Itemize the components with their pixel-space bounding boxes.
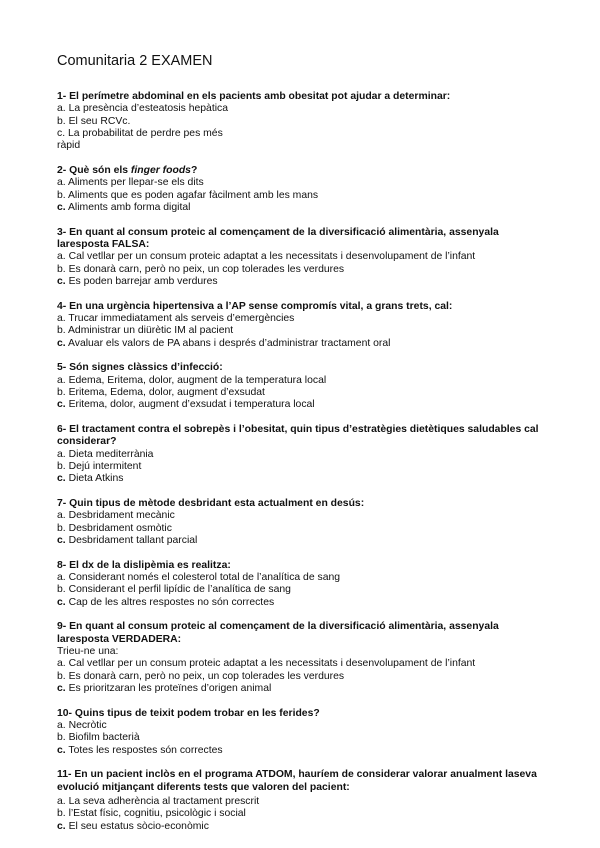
- option-c: c. Dieta Atkins: [57, 473, 124, 485]
- question-7: [57, 498, 547, 547]
- option-a: a. La seva adherència al tractament prescrit: [57, 795, 260, 807]
- exam-page: [57, 52, 547, 845]
- question-text: 4- En una urgència hipertensiva a l’AP sense compromís vital, a grans trets, cal:: [57, 300, 453, 312]
- option-c: c. Cap de les altres respostes no són correctes: [57, 596, 275, 608]
- option-b: b. Desbridament osmòtic: [57, 522, 172, 534]
- question-4: [57, 301, 547, 350]
- option-c: c. Eritema, dolor, augment d’exsudat i temperatura local: [57, 399, 315, 411]
- option-c: c. Desbridament tallant parcial: [57, 534, 198, 546]
- option-a: a. Considerant només el colesterol total de l’analítica de sang: [57, 572, 341, 583]
- question-6: [57, 424, 547, 485]
- option-a: a. Dieta mediterrània: [57, 448, 154, 460]
- option-b: b. Eritema, Edema, dolor, augment d’exsudat: [57, 386, 265, 398]
- question-3: [57, 227, 547, 288]
- option-a: a. Aliments per llepar-se els dits: [57, 177, 204, 189]
- option-a: a. Trucar immediatament als serveis d’emergències: [57, 312, 295, 324]
- option-b: b. Es donarà carn, però no peix, un cop tolerades les verdures: [57, 263, 345, 275]
- question-5: [57, 362, 547, 411]
- question-9: [57, 621, 547, 695]
- question-2: [57, 165, 547, 214]
- option-b: b. l’Estat físic, cognitiu, psicològic i social: [57, 808, 246, 820]
- option-a: a. Cal vetllar per un consum proteic adaptat a les necessitats i desenvolupament de l’infant: [57, 251, 476, 263]
- question-text: 3- En quant al consum proteic al començament de la diversificació alimentària, assenyala laresposta FALSA:: [57, 226, 499, 250]
- option-a: a. Edema, Eritema, dolor, augment de la temperatura local: [57, 374, 327, 386]
- option-a: a. La presència d’esteatosis hepàtica: [57, 103, 228, 115]
- option-c: c. Es prioritzaran les proteïnes d’origen animal: [57, 682, 272, 694]
- italic-term: finger foods: [130, 164, 191, 176]
- option-c: c. Es poden barrejar amb verdures: [57, 275, 218, 287]
- question-text: 8- El dx de la dislipèmia es realitza:: [57, 559, 231, 571]
- option-b: b. Aliments que es poden agafar fàcilment amb les mans: [57, 189, 319, 201]
- option-a: a. Cal vetllar per un consum proteic adaptat a les necessitats i desenvolupament de l’infant: [57, 658, 476, 670]
- option-b: b. Considerant el perfil lipídic de l’analítica de sang: [57, 584, 291, 596]
- option-c: c. Aliments amb forma digital: [57, 201, 191, 213]
- question-text: 11- En un pacient inclòs en el programa ATDOM, hauríem de considerar valorar anualment laseva evolució mitjançant diferents tests que valoren del pacient:: [57, 769, 537, 793]
- question-text: 6- El tractament contra el sobrepès i l’obesitat, quin tipus d’estratègies dietètiques saludables cal considerar?: [57, 424, 539, 448]
- page-title: Comunitaria 2 EXAMEN: [57, 53, 213, 69]
- question-text: 5- Són signes clàssics d’infecció:: [57, 362, 223, 374]
- question-10: [57, 708, 547, 757]
- option-b: b. Dejú intermitent: [57, 460, 142, 472]
- option-b: b. El seu RCVc.: [57, 115, 131, 127]
- question-text: 10- Quins tipus de teixit podem trobar en les ferides?: [57, 707, 320, 719]
- option-b: b. Administrar un diürètic IM al pacient: [57, 325, 234, 337]
- question-text: 7- Quin tipus de mètode desbridant esta actualment en desús:: [57, 498, 365, 510]
- question-text: 2- Què són els finger foods?: [57, 164, 198, 176]
- option-b: b. Es donarà carn, però no peix, un cop tolerades les verdures: [57, 670, 345, 682]
- question-1: [57, 91, 547, 152]
- option-a: a. Desbridament mecànic: [57, 510, 175, 522]
- question-text: 1- El perímetre abdominal en els pacients amb obesitat pot ajudar a determinar:: [57, 91, 451, 102]
- option-a: a. Necròtic: [57, 719, 107, 731]
- question-text: 9- En quant al consum proteic al començament de la diversificació alimentària, assenyala laresposta VERDADERA:: [57, 621, 499, 645]
- question-8: [57, 560, 547, 609]
- option-c: c. Avaluar els valors de PA abans i després d’administrar tractament oral: [57, 337, 391, 349]
- option-c: c. La probabilitat de perdre pes més ràpid: [57, 127, 223, 152]
- option-c: c. Totes les respostes són correctes: [57, 744, 223, 756]
- question-instruction: Trieu-ne una:: [57, 645, 119, 657]
- option-b: b. Biofilm bacterià: [57, 732, 140, 744]
- question-11: [57, 769, 547, 832]
- option-c: c. El seu estatus sòcio-econòmic: [57, 820, 209, 832]
